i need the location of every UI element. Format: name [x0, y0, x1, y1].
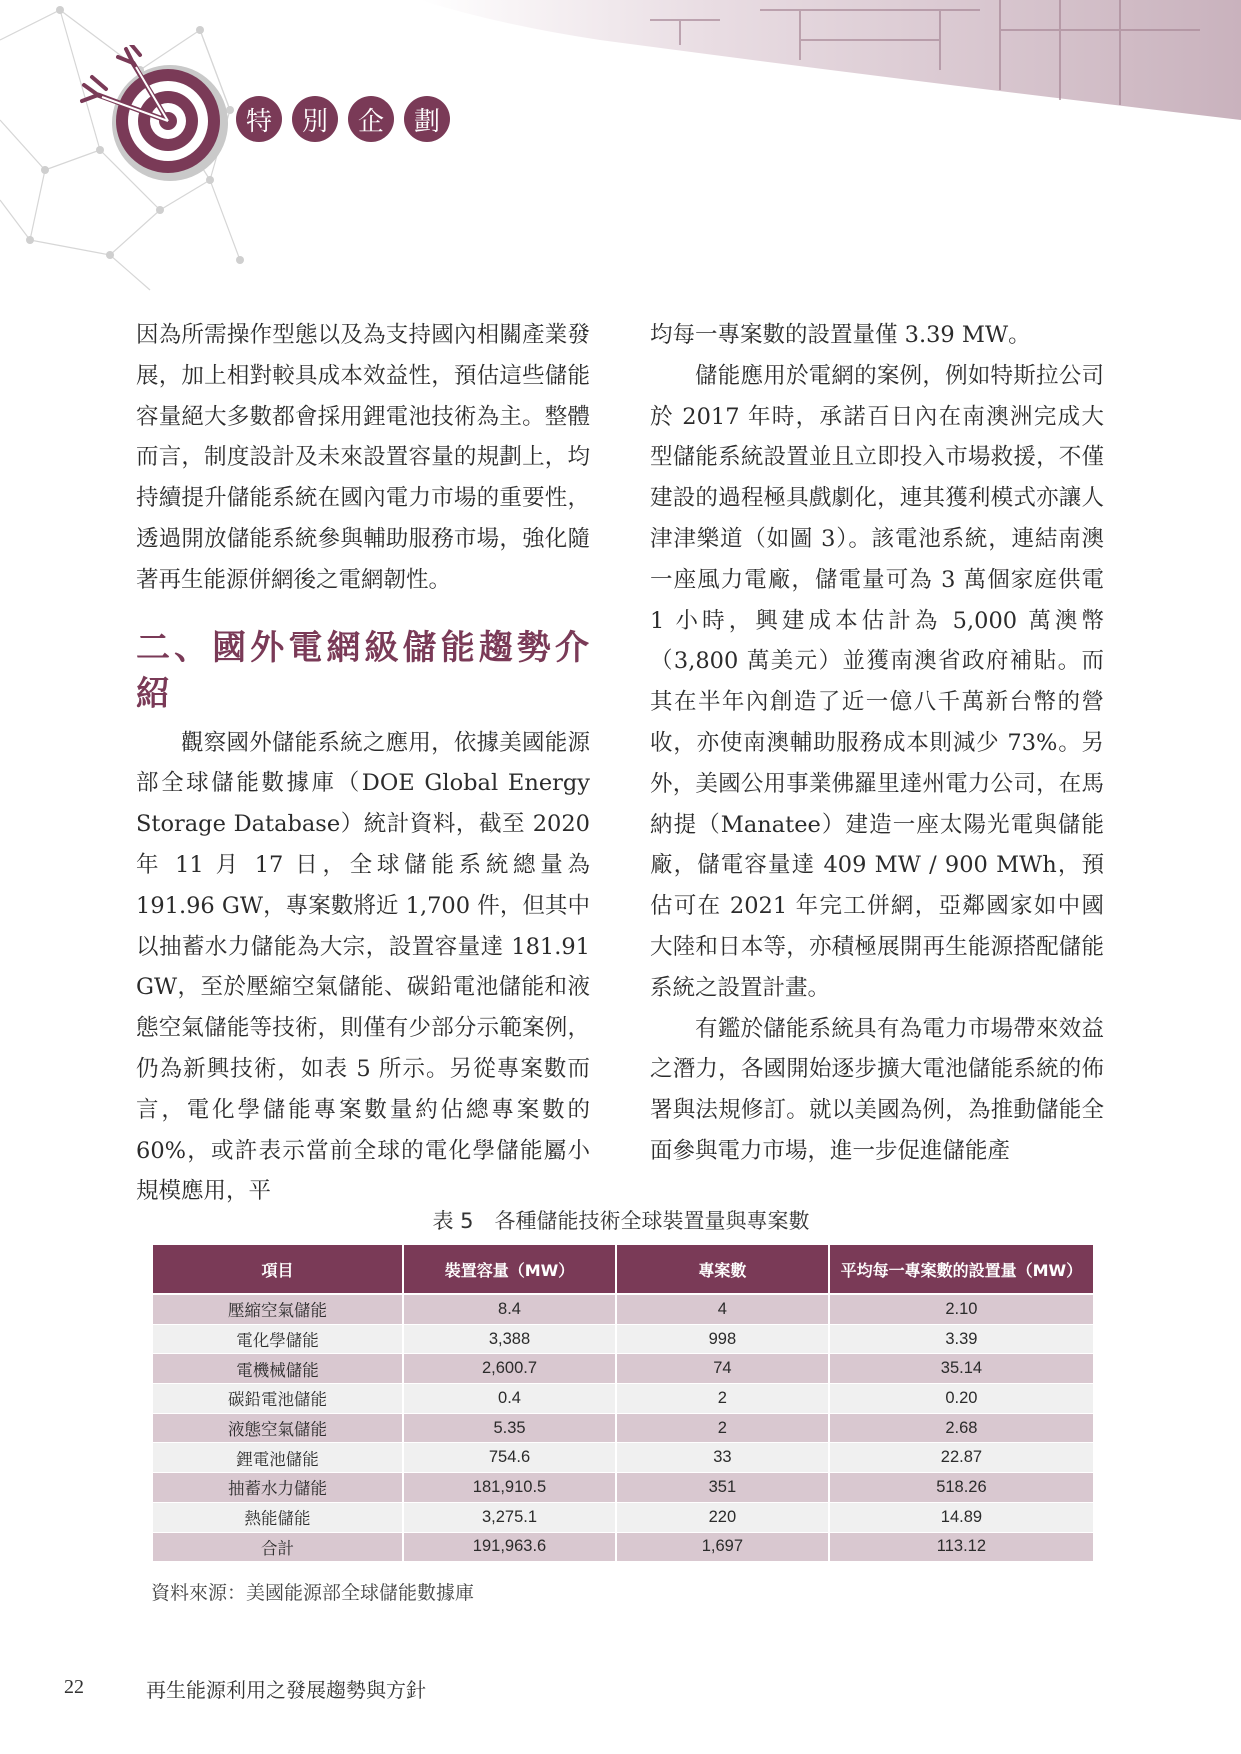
table-row [153, 1503, 1093, 1533]
table-cell: 8.4 [404, 1295, 615, 1325]
table-row [153, 1443, 1093, 1473]
table-row [153, 1414, 1093, 1444]
table-row [153, 1295, 1093, 1325]
section-title: 二、國外電網級儲能趨勢介紹 [136, 627, 590, 714]
header-photo-band [420, 0, 1241, 120]
table-cell: 抽蓄水力儲能 [153, 1473, 402, 1503]
table-row [153, 1325, 1093, 1355]
table-cell: 22.87 [830, 1443, 1093, 1473]
table-cell: 3.39 [830, 1325, 1093, 1355]
table-cell: 74 [617, 1354, 828, 1384]
right-paragraph-3: 有鑑於儲能系統具有為電力市場帶來效益之潛力，各國開始逐步擴大電池儲能系統的佈署與法規修訂。就以美國為例，為推動儲能全面參與電力市場，進一步促進儲能產 [650, 1015, 1104, 1164]
table-cell: 2.10 [830, 1295, 1093, 1325]
header-cell: 項目 [153, 1245, 402, 1295]
table-cell: 0.4 [404, 1384, 615, 1414]
right-paragraph-2: 儲能應用於電網的案例，例如特斯拉公司於 2017 年時，承諾百日內在南澳洲完成大型儲能系統設置並且立即投入市場救援，不僅建設的過程極具戲劇化，連其獲利模式亦讓人津津樂道（如圖 3）。該電池系統，連結南澳一座風力電廠，儲電量可為 3 萬個家庭供電 1 小時，興建成本估計為 5,000 萬澳幣（3,800 萬美元）並獲南澳省政府補貼。而其在半年內創造了近一億八千萬新台幣的營收，亦使南澳輔助服務成本則減少 73%。另外，美國公用事業佛羅里達州電力公司，在馬納提（Manatee）建造一座太陽光電與儲能廠，儲電容量達 409 MW / 900 MWh，預估可在 2021 年完工併網，亞鄰國家如中國大陸和日本等，亦積極展開再生能源搭配儲能系統之設置計畫。 [650, 362, 1104, 1001]
target-icon [78, 45, 228, 185]
table-row [153, 1354, 1093, 1384]
table-cell: 4 [617, 1295, 828, 1325]
badge-char: 劃 [404, 96, 450, 142]
header-cell: 平均每一專案數的設置量（MW） [830, 1245, 1093, 1295]
table-row [153, 1384, 1093, 1414]
table-cell: 熱能儲能 [153, 1503, 402, 1533]
table-source-note: 資料來源：美國能源部全球儲能數據庫 [151, 1582, 475, 1604]
table-cell: 754.6 [404, 1443, 615, 1473]
left-intro-paragraph: 因為所需操作型態以及為支持國內相關產業發展，加上相對較具成本效益性，預估這些儲能容量絕大多數都會採用鋰電池技術為主。整體而言，制度設計及未來設置容量的規劃上，均持續提升儲能系統在國內電力市場的重要性，透過開放儲能系統參與輔助服務市場，強化隨著再生能源併網後之電網韌性。 [136, 322, 590, 593]
header-cell: 裝置容量（MW） [404, 1245, 615, 1295]
table-cell: 電機械儲能 [153, 1354, 402, 1384]
storage-table [151, 1245, 1095, 1562]
badge-char: 特 [236, 96, 282, 142]
table-cell: 2 [617, 1414, 828, 1444]
badge-char: 別 [292, 96, 338, 142]
table-total-row [153, 1533, 1093, 1563]
table-cell: 1,697 [617, 1533, 828, 1563]
table-cell: 351 [617, 1473, 828, 1503]
table-cell: 合計 [153, 1533, 402, 1563]
table-cell: 5.35 [404, 1414, 615, 1444]
table-caption: 表 5 各種儲能技術全球裝置量與專案數 [432, 1209, 810, 1233]
table-cell: 2.68 [830, 1414, 1093, 1444]
footer-title: 再生能源利用之發展趨勢與方針 [146, 1678, 426, 1702]
table-cell: 518.26 [830, 1473, 1093, 1503]
left-paragraph-1: 觀察國外儲能系統之應用，依據美國能源部全球儲能數據庫（DOE Global Energy Storage Database）統計資料，截至 2020 年 11 月 17 日，全球儲能系統總量為 191.96 GW，專案數將近 1,700 件，但其中以抽蓄水力儲能為大宗，設置容量達 181.91 GW，至於壓縮空氣儲能、碳鉛電池儲能和液態空氣儲能等技術，則僅有少部分示範案例，仍為新興技術，如表 5 所示。另從專案數而言，電化學儲能專案數量約佔總專案數的 60%，或許表示當前全球的電化學儲能屬小規模應用，平 [136, 729, 590, 1205]
table-cell: 鋰電池儲能 [153, 1443, 402, 1473]
table-cell: 壓縮空氣儲能 [153, 1295, 402, 1325]
table-cell: 220 [617, 1503, 828, 1533]
table-row [153, 1473, 1093, 1503]
table-cell: 33 [617, 1443, 828, 1473]
table-cell: 35.14 [830, 1354, 1093, 1384]
table-cell: 3,275.1 [404, 1503, 615, 1533]
page-number: 22 [64, 1676, 84, 1698]
table-cell: 191,963.6 [404, 1533, 615, 1563]
table-header-row [153, 1245, 1093, 1295]
table-cell: 0.20 [830, 1384, 1093, 1414]
table-cell: 2 [617, 1384, 828, 1414]
table-cell: 14.89 [830, 1503, 1093, 1533]
header-cell: 專案數 [617, 1245, 828, 1295]
right-continuation: 均每一專案數的設置量僅 3.39 MW。 [650, 322, 1031, 348]
table-cell: 3,388 [404, 1325, 615, 1355]
table-cell: 碳鉛電池儲能 [153, 1384, 402, 1414]
section-badges [236, 96, 450, 142]
table-cell: 181,910.5 [404, 1473, 615, 1503]
badge-char: 企 [348, 96, 394, 142]
left-column [136, 315, 590, 1212]
table-cell: 2,600.7 [404, 1354, 615, 1384]
right-column [650, 315, 1104, 1172]
table-cell: 電化學儲能 [153, 1325, 402, 1355]
table-cell: 998 [617, 1325, 828, 1355]
table-cell: 液態空氣儲能 [153, 1414, 402, 1444]
table-cell: 113.12 [830, 1533, 1093, 1563]
